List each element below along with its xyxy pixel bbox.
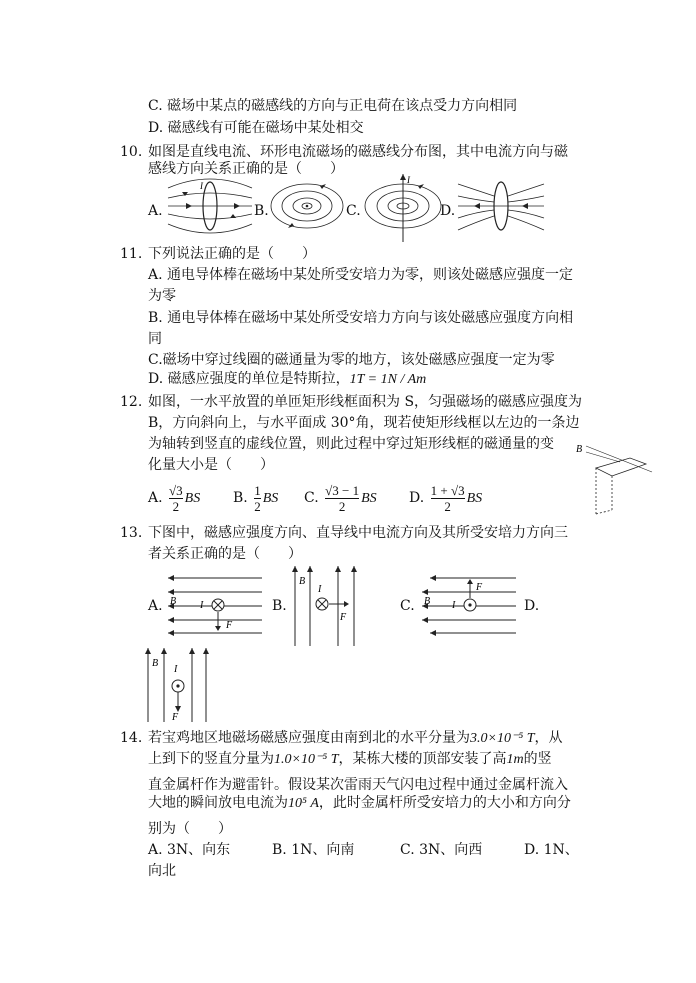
q12-figure <box>574 438 654 518</box>
q12-c-denominator: 2 <box>325 498 359 514</box>
q14-horizontal-component: 3.0×10⁻⁵ T <box>470 731 535 746</box>
q13-c-i-label: I <box>452 600 456 611</box>
q13-c-b-label: B <box>424 596 431 607</box>
q12-d-bs: BS <box>466 491 483 506</box>
q11-option-a-line1: A. 通电导体棒在磁场中某处所受安培力为零，则该处磁感应强度一定 <box>148 267 574 283</box>
q14-option-c: C. 3N、向西 <box>400 842 483 858</box>
q13-a-i-label: I <box>200 600 204 611</box>
q13-c-f-label: F <box>476 582 483 593</box>
q14-line1 <box>148 729 563 748</box>
q12-line1: 如图，一水平放置的单匝矩形线框面积为 S，匀强磁场的磁感应强度为 <box>148 394 583 410</box>
q10-figure-c <box>362 172 444 244</box>
q12-a-denominator: 2 <box>169 498 183 514</box>
q13-d-f-label: F <box>172 712 179 723</box>
q12-d-denominator: 2 <box>431 498 465 514</box>
q10-option-b-label: B. <box>254 203 269 219</box>
q12-line2: B，方向斜向上，与水平面成 30°角，现若使矩形线框以左边的一条边 <box>148 415 580 431</box>
q14-number: 14. <box>120 730 143 746</box>
q14-line2-text: 上到下的竖直分量为 <box>148 751 274 767</box>
q11-option-d-formula: 1T = 1N / Am <box>349 372 427 387</box>
q14-line4 <box>148 794 571 813</box>
q12-a-numerator: √3 <box>169 482 183 498</box>
q12-option-d <box>409 478 482 519</box>
q12-option-c <box>304 478 377 519</box>
q12-number: 12. <box>120 394 143 410</box>
q11-option-d <box>148 370 426 389</box>
q14-current: 10⁵ A <box>288 796 319 811</box>
q14-line2-mid: ，某栋大楼的顶部安装了高 <box>338 751 507 767</box>
q11-option-d-text: D. 磁感应强度的单位是特斯拉， <box>148 371 350 387</box>
q13-option-b-label: B. <box>272 598 287 614</box>
q13-number: 13. <box>120 525 143 541</box>
q14-line2 <box>148 750 552 769</box>
q12-option-b-fraction <box>254 483 261 514</box>
q12-option-a <box>148 478 200 519</box>
q11-stem: 下列说法正确的是（ ） <box>148 246 316 262</box>
q10-figure-b <box>268 178 346 233</box>
q10-stem-line2: 感线方向关系正确的是（ ） <box>148 161 344 177</box>
q11-option-b-line1: B. 通电导体棒在磁场中某处所受安培力方向与该处磁感应强度方向相 <box>148 310 574 326</box>
q14-line3: 直金属杆作为避雷针。假设某次雷雨天气闪电过程中通过金属杆流入 <box>148 777 568 793</box>
q14-line1-tail: ，从 <box>534 730 563 746</box>
q13-option-c-label: C. <box>400 598 415 614</box>
q12-option-b <box>233 478 278 519</box>
q13-figure-d <box>144 642 214 724</box>
q14-line1-text: 若宝鸡地区地磁场磁感应强度由南到北的水平分量为 <box>148 730 470 746</box>
q11-option-c: C.磁场中穿过线圈的磁通量为零的地方，该处磁感应强度一定为零 <box>148 352 555 368</box>
q10-option-a-label: A. <box>148 203 163 219</box>
q13-line1: 下图中，磁感应强度方向、直导线中电流方向及其所受安培力方向三 <box>148 525 568 541</box>
q14-line5: 别为（ ） <box>148 821 232 837</box>
q14-height: 1m <box>506 752 524 767</box>
q12-option-c-label: C. <box>304 490 319 506</box>
q11-option-a-line2: 为零 <box>148 288 176 304</box>
q13-option-d-label: D. <box>524 598 540 614</box>
q12-option-b-label: B. <box>233 490 248 506</box>
q10-number: 10. <box>120 144 143 160</box>
q11-number: 11. <box>120 246 143 262</box>
q13-line2: 者关系正确的是（ ） <box>148 546 302 562</box>
q14-option-d-line2: 向北 <box>148 863 176 879</box>
q12-option-c-fraction <box>325 483 359 514</box>
q12-option-a-label: A. <box>148 490 163 506</box>
q12-line4: 化量大小是（ ） <box>148 457 274 473</box>
q11-option-b-line2: 同 <box>148 331 162 347</box>
q14-line2-tail: 的竖 <box>523 751 552 767</box>
q10-c-current-label: I <box>407 175 410 185</box>
q14-option-b: B. 1N、向南 <box>272 842 355 858</box>
q14-option-d: D. 1N、 <box>524 842 579 858</box>
q14-line4-tail: ，此时金属杆所受安培力的大小和方向分 <box>318 795 571 811</box>
q12-d-numerator: 1 + √3 <box>430 482 465 498</box>
q13-b-i-label: I <box>318 584 322 595</box>
q12-line3: 为轴转到竖直的虚线位置，则此过程中穿过矩形线框的磁通量的变 <box>148 436 554 452</box>
q10-figure-a <box>166 178 254 233</box>
q12-c-numerator: √3 − 1 <box>325 482 360 498</box>
q10-option-d-label: D. <box>440 203 456 219</box>
q13-d-b-label: B <box>152 658 159 669</box>
q12-option-d-fraction <box>431 483 465 514</box>
q10-stem-line1: 如图是直线电流、环形电流磁场的磁感线分布图，其中电流方向与磁 <box>148 144 568 160</box>
q13-a-f-label: F <box>226 620 233 631</box>
q10-option-c-label: C. <box>346 203 361 219</box>
q14-line4-text: 大地的瞬间放电电流为 <box>148 795 288 811</box>
prev-option-c: C. 磁场中某点的磁感线的方向与正电荷在该点受力方向相同 <box>148 98 518 114</box>
q13-b-f-label: F <box>340 612 347 623</box>
q10-figure-d <box>456 178 546 233</box>
q13-figure-b <box>290 562 360 648</box>
q12-c-bs: BS <box>361 491 377 506</box>
q13-a-b-label: B <box>170 596 177 607</box>
q12-option-d-label: D. <box>409 490 425 506</box>
q13-b-b-label: B <box>299 576 306 587</box>
q12-b-bs: BS <box>262 491 279 506</box>
q12-figure-b-label: B <box>576 444 583 455</box>
q13-d-i-label: I <box>174 664 178 675</box>
prev-option-d: D. 磁感线有可能在磁场中某处相交 <box>148 120 364 136</box>
q14-vertical-component: 1.0×10⁻⁵ T <box>274 752 339 767</box>
q12-b-numerator: 1 <box>254 482 261 498</box>
q12-option-a-fraction <box>169 483 183 514</box>
q13-figure-a <box>164 570 264 636</box>
q10-a-current-label: I <box>200 181 203 191</box>
q12-b-denominator: 2 <box>254 498 261 514</box>
q13-option-a-label: A. <box>148 598 163 614</box>
q12-a-bs: BS <box>184 491 201 506</box>
q13-figure-c <box>418 570 518 636</box>
q14-option-a: A. 3N、向东 <box>148 842 231 858</box>
